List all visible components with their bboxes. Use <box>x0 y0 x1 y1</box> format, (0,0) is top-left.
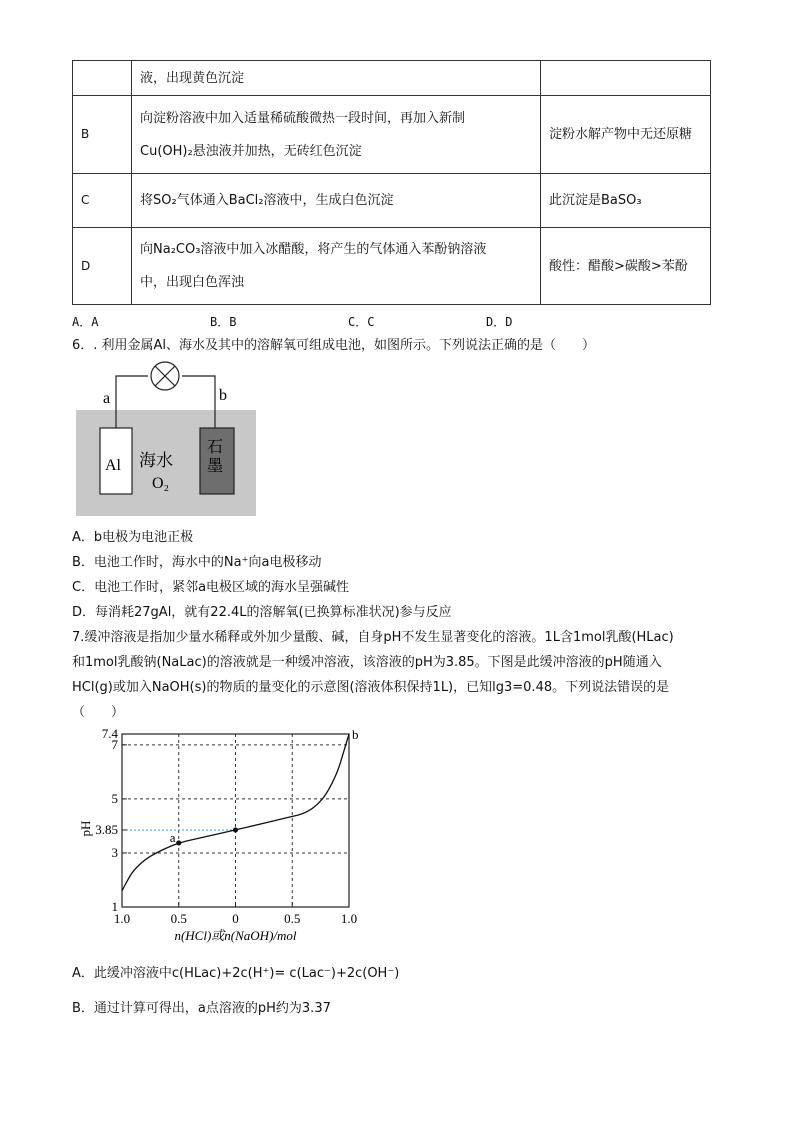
x-tick-label: 0.5 <box>284 911 301 926</box>
data-point <box>233 827 238 832</box>
graphite-label-1: 石 <box>207 439 224 456</box>
y-tick-label: 7.4 <box>101 726 118 741</box>
label-a: a <box>103 390 111 407</box>
description-line: 将SO₂气体通入BaCl₂溶液中，生成白色沉淀 <box>140 193 394 208</box>
row-description <box>132 174 541 228</box>
row-label: D <box>73 228 132 305</box>
row-label <box>73 61 132 96</box>
x-tick-label: 0.5 <box>170 911 187 926</box>
table-row <box>73 174 711 228</box>
answer-choice-d: D．D <box>486 315 513 329</box>
description-line: 向淀粉溶液中加入适量稀硫酸微热一段时间，再加入新制 <box>140 110 466 126</box>
point-label-a: a <box>169 829 176 845</box>
ph-chart <box>72 722 372 952</box>
row-label: B <box>73 96 132 174</box>
question-7-stem-line: （ ） <box>72 705 125 720</box>
row-description <box>132 228 541 305</box>
table-row <box>73 228 711 305</box>
y-tick-label: 3.85 <box>95 821 118 837</box>
q6-option-b: B．电池工作时，海水中的Na⁺向a电极移动 <box>72 555 322 570</box>
row-conclusion <box>541 61 711 96</box>
question-7-stem-line: HCl(g)或加入NaOH(s)的物质的量变化的示意图(溶液体积保持1L)，已知lg3=0.48。下列说法错误的是 <box>72 680 670 695</box>
y-tick-label: 1 <box>111 899 118 914</box>
data-point <box>176 840 181 845</box>
seawater-label: 海水 <box>139 451 173 470</box>
table-row <box>73 61 711 96</box>
description-line: Cu(OH)₂悬浊液并加热，无砖红色沉淀 <box>140 143 362 159</box>
y-tick-label: 3 <box>111 844 118 860</box>
y-tick-label: 5 <box>111 790 118 806</box>
point-label-b: b <box>352 727 359 742</box>
answer-choice-c: C．C <box>348 315 375 329</box>
options-table <box>72 60 711 305</box>
table-row <box>73 96 711 174</box>
x-axis-label: n(HCl)或n(NaOH)/mol <box>174 928 297 943</box>
answer-choice-b: B．B <box>210 315 237 329</box>
q6-option-a: A．b电极为电池正极 <box>72 530 194 545</box>
description-line: 中，出现白色浑浊 <box>140 275 245 290</box>
x-tick-label: 0 <box>232 911 239 926</box>
label-b: b <box>219 387 227 404</box>
q7-option-b: B．通过计算可得出，a点溶液的pH约为3.37 <box>72 1001 331 1016</box>
row-description <box>132 96 541 174</box>
row-conclusion: 淀粉水解产物中无还原糖 <box>541 96 711 174</box>
o2-label: O₂ <box>152 475 170 492</box>
y-axis-label: pH <box>78 820 93 837</box>
al-label: Al <box>105 457 121 474</box>
description-line: 向Na₂CO₃溶液中加入冰醋酸，将产生的气体通入苯酚钠溶液 <box>140 242 487 257</box>
question-7-stem-line: 和1mol乳酸钠(NaLac)的溶液就是一种缓冲溶液，该溶液的pH为3.85。下图是此缓冲溶液的pH随通入 <box>72 655 662 670</box>
lamp-icon <box>151 362 179 390</box>
battery-diagram <box>72 358 262 520</box>
q6-option-d: D．每消耗27gAl，就有22.4L的溶解氧(已换算标准状况)参与反应 <box>72 605 452 620</box>
row-description <box>132 61 541 96</box>
question-6-stem: 6．. 利用金属Al、海水及其中的溶解氧可组成电池，如图所示。下列说法正确的是（ ） <box>72 338 596 353</box>
x-tick-label: 1.0 <box>113 911 131 926</box>
row-label: C <box>73 174 132 228</box>
description-line: 液，出现黄色沉淀 <box>140 70 245 86</box>
row-conclusion: 酸性：醋酸>碳酸>苯酚 <box>541 228 711 305</box>
y-tick-label: 7 <box>111 736 118 752</box>
q7-option-a: A．此缓冲溶液中c(HLac)+2c(H⁺)= c(Lac⁻)+2c(OH⁻) <box>72 966 400 981</box>
graphite-label-2: 墨 <box>207 458 224 475</box>
question-7-stem-line: 7.缓冲溶液是指加少量水稀释或外加少量酸、碱，自身pH不发生显著变化的溶液。1L含1mol乳酸(HLac) <box>72 630 674 645</box>
row-conclusion: 此沉淀是BaSO₃ <box>541 174 711 228</box>
x-tick-label: 1.0 <box>340 911 358 926</box>
answer-choice-a: A．A <box>72 315 99 329</box>
q6-option-c: C．电池工作时，紧邻a电极区域的海水呈强碱性 <box>72 580 350 595</box>
